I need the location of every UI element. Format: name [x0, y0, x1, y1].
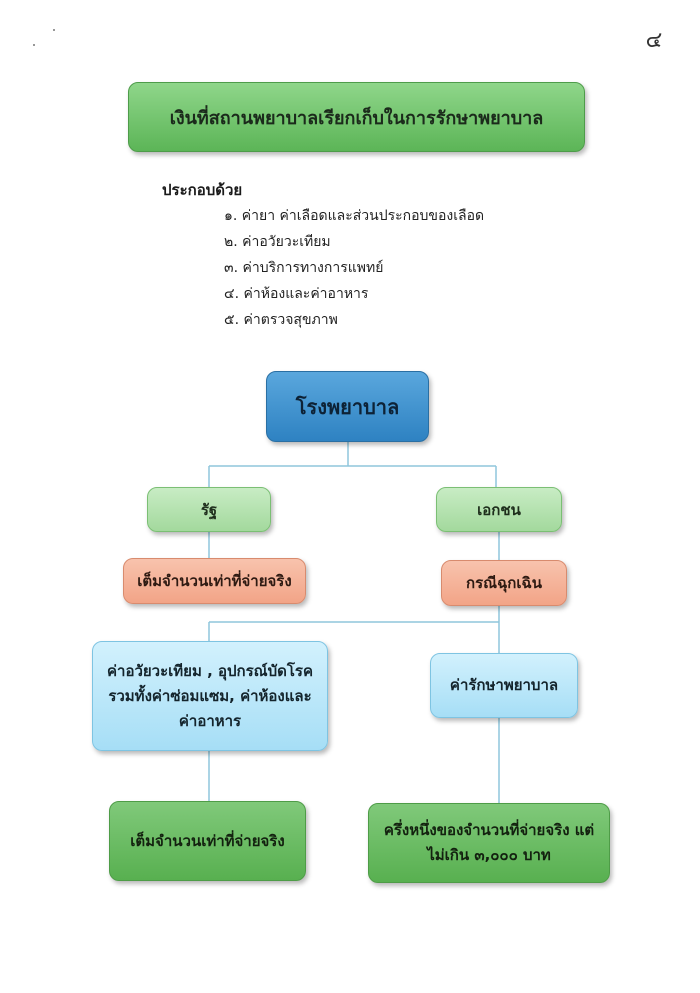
intro-label: ประกอบด้วย: [162, 181, 243, 199]
devices-text-line: รวมทั้งค่าซ่อมแซม, ค่าห้องและ: [108, 686, 312, 705]
list-item: ๒. ค่าอวัยวะเทียม: [224, 234, 331, 250]
list-item: ๑. ค่ายา ค่าเลือดและส่วนประกอบของเลือด: [224, 208, 485, 224]
list-item: ๓. ค่าบริการทางการแพทย์: [224, 260, 384, 276]
list-item: ๔. ค่าห้องและค่าอาหาร: [224, 286, 369, 302]
hospital-node: โรงพยาบาล: [266, 371, 429, 442]
list-item: ๕. ค่าตรวจสุขภาพ: [224, 312, 338, 328]
devices-text-line: ค่าอวัยวะเทียม , อุปกรณ์บัดโรค: [107, 661, 313, 680]
devices-result-node: เต็มจำนวนเท่าที่จ่ายจริง: [109, 801, 306, 881]
state-condition-node: เต็มจำนวนเท่าที่จ่ายจริง: [123, 558, 306, 604]
treatment-result-line: ครึ่งหนึ่งของจำนวนที่จ่ายจริง แต่: [383, 821, 595, 839]
treatment-result-line: ไม่เกิน ๓,๐๐๐ บาท: [427, 846, 551, 864]
title-banner: เงินที่สถานพยาบาลเรียกเก็บในการรักษาพยาบาล: [128, 82, 585, 152]
state-node: รัฐ: [147, 487, 271, 532]
devices-text-line: ค่าอาหาร: [178, 711, 242, 730]
private-node: เอกชน: [436, 487, 562, 532]
page-number: ๔: [645, 28, 663, 53]
treatment-result-node: [368, 803, 610, 883]
emergency-node: กรณีฉุกเฉิน: [441, 560, 567, 606]
treatment-node: ค่ารักษาพยาบาล: [430, 653, 578, 718]
devices-node: [92, 641, 328, 751]
